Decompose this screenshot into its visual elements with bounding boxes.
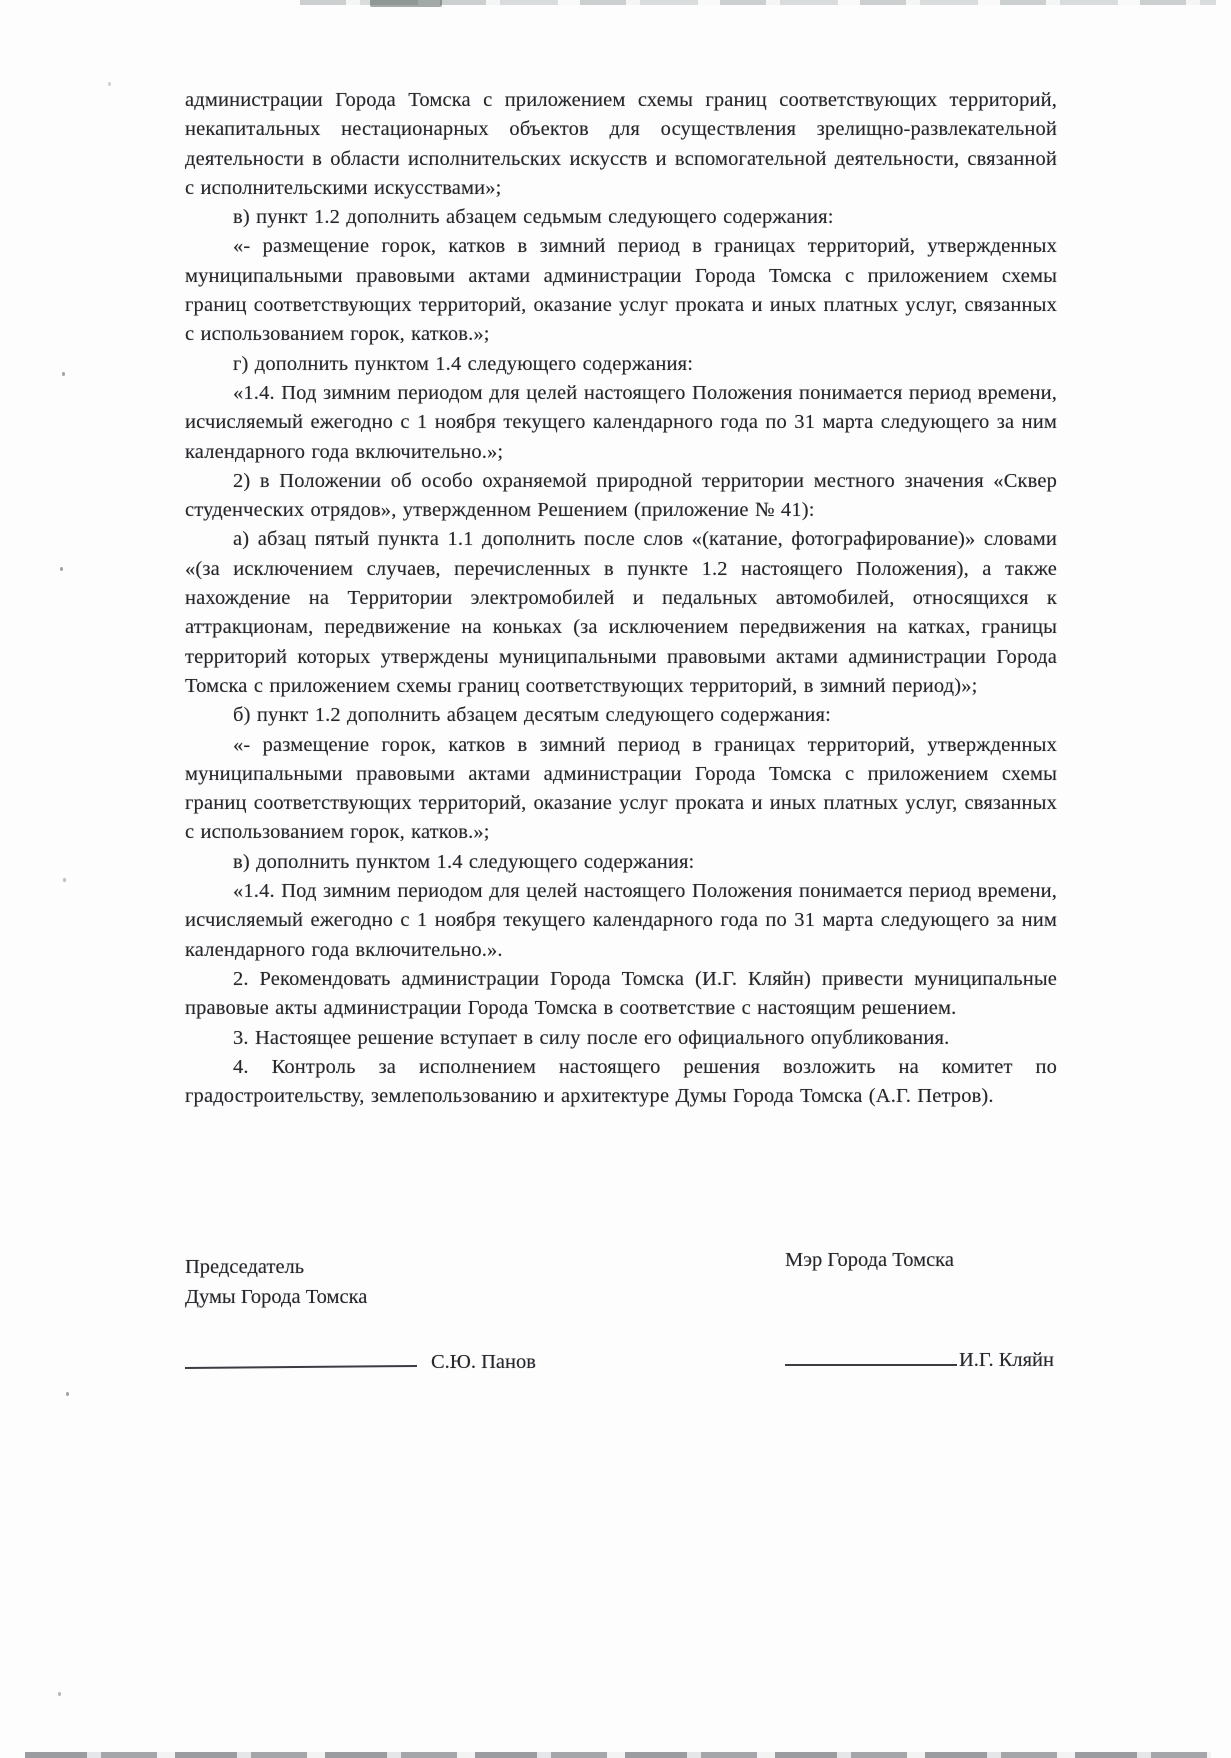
signature-title: Председатель	[185, 1256, 305, 1278]
body-paragraph: «1.4. Под зимним периодом для целей настоящего Положения понимается период времени, исчисляемый ежегодно с 1 ноября текущего календарного года по 31 марта следующего за ним календарного года включительно.».	[185, 880, 1057, 961]
signature-title: Думы Города Томска	[185, 1285, 368, 1308]
signature-chairman	[185, 1253, 605, 1378]
scan-speck	[60, 567, 63, 571]
signature-name: С.Ю. Панов	[431, 1351, 536, 1373]
body-paragraph: «1.4. Под зимним периодом для целей настоящего Положения понимается период времени, исчисляемый ежегодно с 1 ноября текущего календарного года по 31 марта следующего за ним календарного года включительно.»;	[185, 381, 1057, 463]
signature-title: Мэр Города Томска	[785, 1249, 954, 1271]
body-paragraph-continued: администрации Города Томска с приложением схемы границ соответствующих территорий, некапитальных нестационарных объектов для осуществления зрелищно-развлекательной деятельности в области исполнительских искусств и вспомогательной деятельности, связанной с исполнительскими искусствами»;	[185, 89, 1057, 199]
body-paragraph: 4. Контроль за исполнением настоящего решения возложить на комитет по градостроительству, землепользованию и архитектуре Думы Города Томска (А.Г. Петров).	[185, 1055, 1057, 1108]
scan-artifact-top-patch	[370, 0, 442, 7]
body-paragraph: г) дополнить пунктом 1.4 следующего содержания:	[233, 352, 694, 375]
body-paragraph: в) пункт 1.2 дополнить абзацем седьмым следующего содержания:	[233, 206, 834, 229]
signature-name: И.Г. Кляйн	[959, 1348, 1054, 1371]
signature-mayor	[785, 1246, 1090, 1378]
scan-speck	[62, 372, 65, 376]
scan-speck	[108, 82, 111, 86]
scan-artifact-bottom-edge	[25, 1752, 1211, 1758]
scan-speck	[63, 878, 66, 882]
signature-line	[785, 1363, 957, 1366]
body-paragraph: в) дополнить пунктом 1.4 следующего содержания:	[233, 850, 695, 873]
signature-line	[185, 1364, 417, 1369]
signature-block	[185, 1249, 1090, 1378]
body-paragraph: б) пункт 1.2 дополнить абзацем десятым следующего содержания:	[233, 704, 831, 727]
document-body	[185, 86, 1057, 1111]
body-paragraph: «- размещение горок, катков в зимний период в границах территорий, утвержденных муниципальными правовыми актами администрации Города Томска с приложением схемы границ соответствующих территорий, оказание услуг проката и иных платных услуг, связанных с использованием горок, катков.»;	[185, 733, 1057, 844]
body-paragraph: 2) в Положении об особо охраняемой природной территории местного значения «Сквер студенческих отрядов», утвержденном Решением (приложение № 41):	[185, 469, 1057, 522]
scan-speck	[58, 1692, 61, 1696]
body-paragraph: 3. Настоящее решение вступает в силу после его официального опубликования.	[233, 1026, 950, 1049]
scan-artifact-top-edge	[300, 0, 1216, 5]
body-paragraph: «- размещение горок, катков в зимний период в границах территорий, утвержденных муниципальными правовыми актами администрации Города Томска с приложением схемы границ соответствующих территорий, оказание услуг проката и иных платных услуг, связанных с использованием горок, катков.»;	[185, 235, 1057, 346]
body-paragraph: а) абзац пятый пункта 1.1 дополнить после слов «(катание, фотографирование)» словами «(за исключением случаев, перечисленных в пункте 1.2 настоящего Положения), а также нахождение на Территории электромобилей и педальных автомобилей, относящихся к аттракционам, передвижение на коньках (за исключением передвижения на катках, границы территорий которых утверждены муниципальными правовыми актами администрации Города Томска с приложением схемы границ соответствующих территорий, в зимний период)»;	[185, 528, 1057, 697]
scan-speck	[66, 1392, 69, 1396]
body-paragraph: 2. Рекомендовать администрации Города Томска (И.Г. Кляйн) привести муниципальные правовые акты администрации Города Томска в соответствие с настоящим решением.	[185, 967, 1057, 1020]
